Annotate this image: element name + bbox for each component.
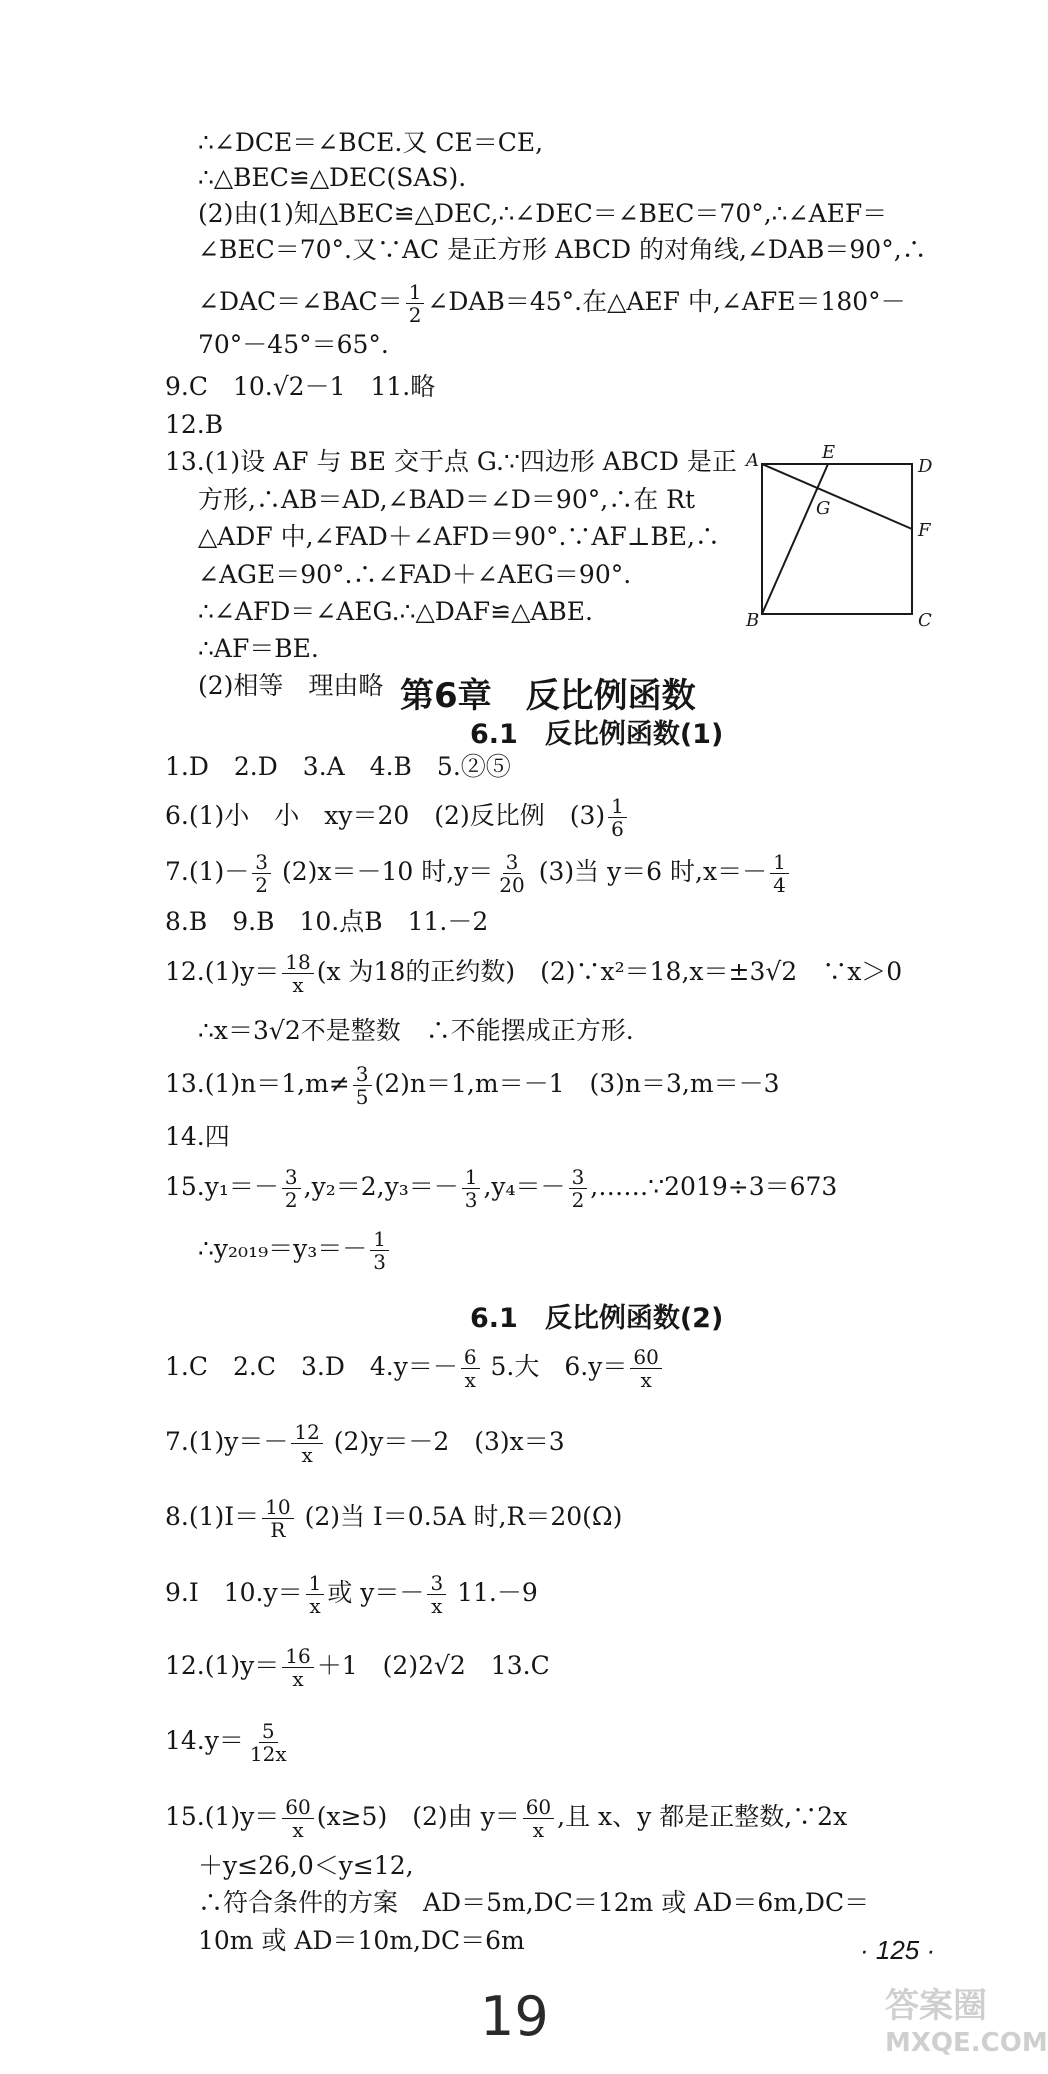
s2-line-10: 10m 或 AD＝10m,DC＝6m (198, 1926, 525, 1955)
fraction: $\frac{10}{R}$ (262, 1496, 293, 1541)
s1-line-9-text: 15.y₁＝－ (165, 1172, 279, 1201)
answer-13-line-1: 13.(1)设 AF 与 BE 交于点 G.∵四边形 ABCD 是正 (165, 447, 737, 476)
s1-line-10-text: ∴y₂₀₁₉＝y₃＝－ (198, 1234, 368, 1263)
label-e: E (822, 442, 836, 463)
s2-line-1 (165, 1346, 665, 1391)
s2-line-2-tail: (2)y＝－2 (3)x＝3 (333, 1427, 565, 1456)
proof-line-6: 70°－45°＝65°. (198, 330, 389, 359)
s1-line-7-text: 13.(1)n＝1,m≠ (165, 1069, 350, 1098)
label-c: C (918, 610, 932, 631)
s1-line-3-text-c: (3)当 y＝6 时,x＝－ (538, 857, 768, 886)
s2-line-9: ∴符合条件的方案 AD＝5m,DC＝12m 或 AD＝6m,DC＝ (198, 1888, 870, 1917)
fraction: $\frac{1}{3}$ (462, 1166, 481, 1211)
s1-line-3-text-b: (2)x＝－10 时,y＝ (281, 857, 494, 886)
s2-line-1-text: 1.C 2.C 3.D 4.y＝－ (165, 1352, 458, 1381)
fraction: $\frac{5}{12x}$ (249, 1719, 287, 1766)
s1-line-2-text: 6.(1)小 小 xy＝20 (2)反比例 (3) (165, 801, 606, 830)
s1-line-2 (165, 795, 630, 840)
fraction: $\frac{1}{3}$ (370, 1228, 389, 1273)
fraction: $\frac{3}{20}$ (499, 850, 525, 897)
fraction: $\frac{1}{6}$ (608, 795, 627, 840)
s1-line-3-text: 7.(1)－ (165, 857, 250, 886)
s2-line-2-text: 7.(1)y＝－ (165, 1427, 289, 1456)
answer-13-line-4: ∠AGE＝90°.∴∠FAD＋∠AEG＝90°. (198, 560, 632, 589)
fraction: $\frac{3}{2}$ (282, 1166, 301, 1211)
s2-line-1-text-b: 5.大 6.y＝ (490, 1352, 628, 1381)
s2-line-7-tail: ,且 x、y 都是正整数,∵2x (557, 1802, 848, 1831)
answer-13-line-2: 方形,∴AB＝AD,∠BAD＝∠D＝90°,∴在 Rt (198, 485, 696, 514)
s1-line-9-text-b: ,y₂＝2,y₃＝－ (303, 1172, 459, 1201)
s2-line-3-tail: (2)当 I＝0.5A 时,R＝20(Ω) (304, 1502, 623, 1531)
proof-line-3: (2)由(1)知△BEC≌△DEC,∴∠DEC＝∠BEC＝70°,∴∠AEF＝ (198, 199, 888, 228)
s1-line-7 (165, 1063, 779, 1108)
fraction: $\frac{60}{x}$ (630, 1346, 661, 1391)
proof-line-5-tail: ∠DAB＝45°.在△AEF 中,∠AFE＝180°－ (427, 287, 906, 316)
s1-line-6: ∴x＝3√2不是整数 ∴不能摆成正方形. (198, 1016, 634, 1045)
fraction: $\frac{18}{x}$ (282, 951, 313, 996)
fraction: $\frac{12}{x}$ (291, 1421, 322, 1466)
s2-line-4-tail: 11.－9 (457, 1578, 538, 1607)
s2-line-5-tail: ＋1 (2)2√2 13.C (316, 1651, 550, 1680)
answer-12: 12.B (165, 410, 224, 439)
section-title-1: 6.1 反比例函数(1) (470, 719, 724, 750)
page-number: · 125 · (860, 1935, 936, 1965)
fraction: $\frac{16}{x}$ (282, 1645, 313, 1690)
fraction: $\frac{3}{5}$ (353, 1063, 372, 1108)
s1-line-4: 8.B 9.B 10.点B 11.－2 (165, 907, 489, 936)
s1-line-10 (198, 1228, 392, 1273)
s1-line-8: 14.四 (165, 1122, 230, 1151)
proof-line-4: ∠BEC＝70°.又∵AC 是正方形 ABCD 的对角线,∠DAB＝90°,∴ (198, 235, 927, 264)
proof-line-1: ∴∠DCE＝∠BCE.又 CE＝CE, (198, 128, 544, 157)
proof-line-2: ∴△BEC≌△DEC(SAS). (198, 163, 467, 192)
s2-line-4 (165, 1572, 538, 1617)
s2-line-6-text: 14.y＝ (165, 1726, 244, 1755)
handwritten-number: 19 (480, 1985, 549, 2048)
chapter-title: 第6章 反比例函数 (400, 676, 696, 716)
section-title-2: 6.1 反比例函数(2) (470, 1303, 724, 1334)
fraction: $\frac{3}{2}$ (569, 1166, 588, 1211)
s2-line-5 (165, 1645, 550, 1690)
watermark-url: MXQE.COM (885, 2028, 1048, 2058)
s1-line-3 (165, 851, 792, 896)
square-abcd (762, 464, 912, 614)
s2-line-5-text: 12.(1)y＝ (165, 1651, 280, 1680)
answer-13-line-3: △ADF 中,∠FAD＋∠AFD＝90°.∵AF⊥BE,∴ (198, 522, 720, 551)
fraction: $\frac{3}{x}$ (427, 1572, 446, 1617)
label-g: G (816, 498, 831, 519)
fraction: $\frac{1}{x}$ (306, 1572, 325, 1617)
square-figure (740, 444, 940, 634)
s2-line-7-text: 15.(1)y＝ (165, 1802, 280, 1831)
answer-13-line-7: (2)相等 理由略 (198, 671, 384, 700)
fraction: $\frac{60}{x}$ (282, 1796, 313, 1841)
s1-line-5-tail: (x 为18的正约数) (2)∵x²＝18,x＝±3√2 ∵x＞0 (316, 957, 903, 986)
fraction: $\frac{1}{4}$ (770, 851, 789, 896)
s1-line-9-tail: ,……∵2019÷3＝673 (590, 1172, 838, 1201)
s2-line-3-text: 8.(1)I＝ (165, 1502, 260, 1531)
fraction: $\frac{6}{x}$ (461, 1346, 480, 1391)
answer-13-line-6: ∴AF＝BE. (198, 634, 319, 663)
proof-line-5 (198, 281, 906, 326)
fraction: $\frac{60}{x}$ (523, 1796, 554, 1841)
s2-line-3 (165, 1496, 622, 1541)
s1-line-1: 1.D 2.D 3.A 4.B 5.②⑤ (165, 752, 511, 781)
fraction: $\frac{3}{2}$ (252, 851, 271, 896)
label-a: A (746, 450, 759, 471)
s1-line-9 (165, 1166, 837, 1211)
answer-9-11: 9.C 10.√2－1 11.略 (165, 372, 436, 401)
label-b: B (746, 610, 760, 631)
s1-line-7-tail: (2)n＝1,m＝－1 (3)n＝3,m＝－3 (374, 1069, 780, 1098)
label-f: F (918, 520, 931, 541)
fraction: $\frac{1}{2}$ (406, 281, 425, 326)
s2-line-4-text: 9.I 10.y＝ (165, 1578, 303, 1607)
s2-line-4-text-b: 或 y＝－ (327, 1578, 425, 1607)
s2-line-6 (165, 1720, 293, 1765)
answer-13-line-5: ∴∠AFD＝∠AEG.∴△DAF≌△ABE. (198, 597, 593, 626)
segment-af (762, 464, 912, 529)
s2-line-7 (165, 1796, 847, 1841)
s1-line-5-text: 12.(1)y＝ (165, 957, 280, 986)
watermark-logo: 答案圈 (885, 1986, 987, 2026)
s2-line-7-text-b: (x≥5) (2)由 y＝ (316, 1802, 520, 1831)
label-d: D (918, 456, 933, 477)
s1-line-5 (165, 951, 902, 996)
s2-line-2 (165, 1421, 565, 1466)
proof-line-5-text: ∠DAC＝∠BAC＝ (198, 287, 403, 316)
s2-line-8: ＋y≤26,0＜y≤12, (198, 1851, 414, 1880)
segment-be (762, 464, 831, 614)
s1-line-9-text-c: ,y₄＝－ (483, 1172, 566, 1201)
